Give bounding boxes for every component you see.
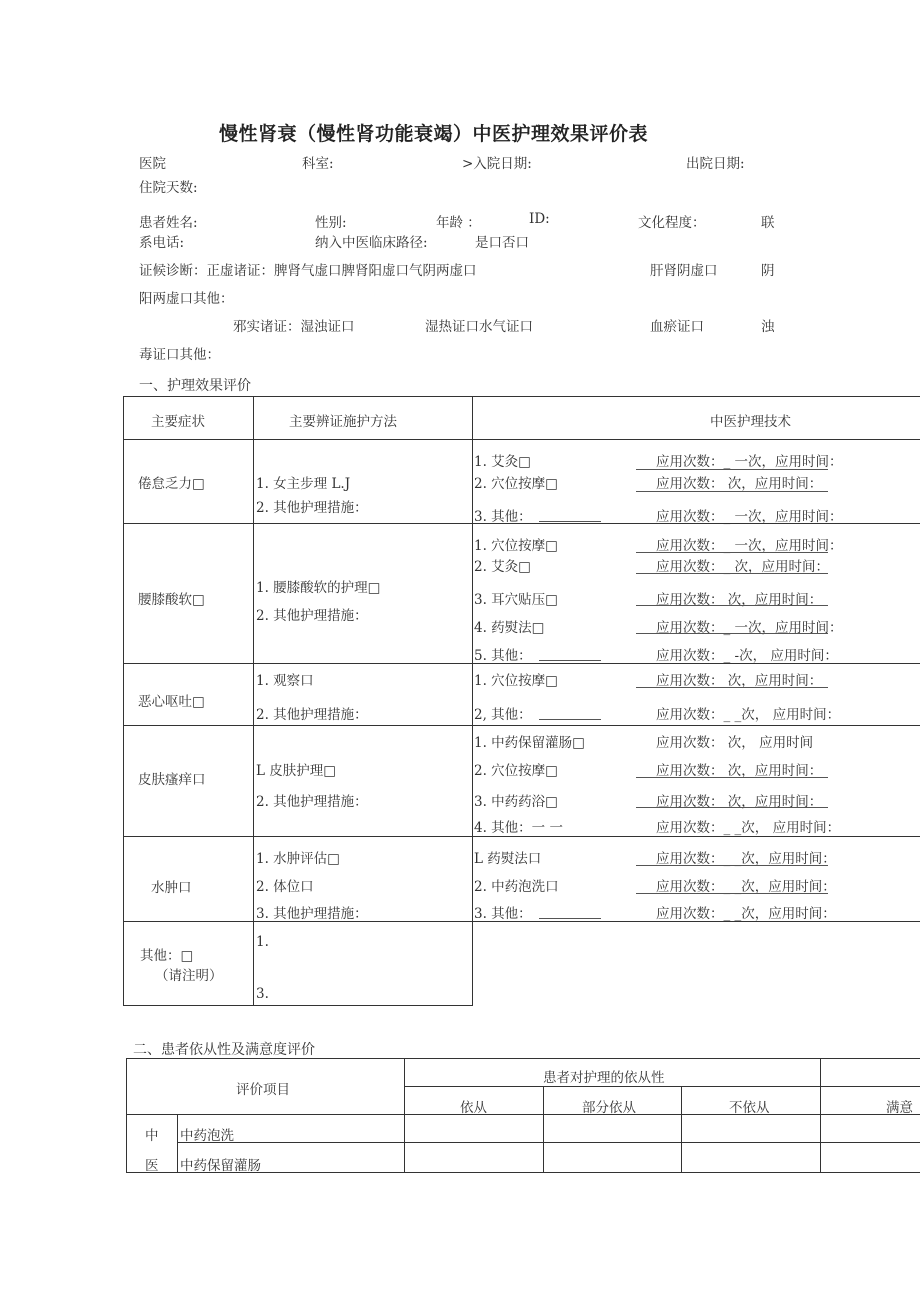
section1-heading: 一、护理效果评价 [139, 378, 251, 394]
col-header-symptom: 主要症状 [151, 414, 205, 430]
item-row-2: 中药保留灌肠 [180, 1158, 261, 1174]
tech-fatigue-2: 2. 穴位按摩□ [474, 476, 558, 492]
app-edema-1: 应用次数：_ _次，应用时间： [656, 851, 836, 867]
app-edema-3: 应用次数：_ _次，应用时间： [656, 906, 836, 922]
tech-nausea-1: 1. 穴位按摩□ [474, 673, 558, 689]
col-header-method: 主要辨证施护方法 [289, 414, 397, 430]
patient-name-label: 患者姓名: [139, 215, 198, 231]
tech-back-1: 1. 穴位按摩□ [474, 538, 558, 554]
tech-back-2: 2. 艾灸□ [474, 559, 531, 575]
admission-date-label: >入院日期: [462, 156, 532, 172]
contact-label-b: 系电话: [139, 235, 185, 251]
tech-edema-3: 3. 其他： [474, 906, 532, 922]
app-nausea-2: 应用次数：_ _次， 应用时间： [656, 707, 841, 723]
group-label-a: 中 [145, 1128, 159, 1144]
tech-back-5: 5. 其他： [474, 648, 532, 664]
diagnosis-line2: 阳两虚口其他： [139, 291, 234, 307]
app-fatigue-1: 应用次数：_ 一次，应用时间： [656, 454, 843, 470]
method-edema-1: 1. 水肿评估□ [256, 851, 340, 867]
tech-back-3: 3. 耳穴贴压□ [474, 592, 558, 608]
group-label-b: 医 [145, 1158, 159, 1174]
app-nausea-1: 应用次数： 次，应用时间： [656, 673, 823, 689]
id-label: ID: [529, 211, 550, 227]
symptom-nausea: 恶心呕吐□ [138, 694, 205, 710]
contact-label-a: 联 [761, 215, 775, 231]
diagnosis-line1: 证候诊断：正虚诸证：脾肾气虚口脾肾阳虚口气阴两虚口 [139, 263, 477, 279]
evil-syndrome-blood: 血瘀证口 [650, 319, 704, 335]
method-other-3: 3. [256, 986, 269, 1002]
app-fatigue-3: 应用次数：_ 一次，应用时间： [656, 509, 843, 525]
evil-syndrome-heat: 湿热证口水气证口 [425, 319, 533, 335]
page-title: 慢性肾衰（慢性肾功能衰竭）中医护理效果评价表 [219, 123, 649, 145]
tech-skin-4: 4. 其他：一 一 [474, 820, 563, 836]
col-header-partial: 部分依从 [582, 1100, 636, 1116]
evil-syndrome-label: 邪实诸证：湿浊证口 [233, 319, 355, 335]
method-skin-1: L 皮肤护理□ [256, 763, 337, 779]
app-back-1: 应用次数：_ 一次，应用时间： [656, 538, 843, 554]
diagnosis-yin: 阴 [761, 263, 775, 279]
tech-edema-2: 2. 中药泡洗口 [474, 879, 559, 895]
method-edema-3: 3. 其他护理措施： [256, 906, 368, 922]
app-back-5: 应用次数：_ -次， 应用时间： [656, 648, 838, 664]
item-row-1: 中药泡洗 [180, 1128, 234, 1144]
symptom-skin: 皮肤瘙痒口 [138, 772, 206, 788]
pathway-label: 纳入中医临床路径: [315, 235, 428, 251]
app-skin-4: 应用次数：_ _次， 应用时间： [656, 820, 841, 836]
symptom-other: 其他：□ [140, 948, 194, 964]
app-skin-1: 应用次数： 次， 应用时间 [656, 735, 814, 751]
app-back-2: 应用次数：_ 次，应用时间： [656, 559, 830, 575]
symptom-fatigue: 倦怠乏力□ [138, 476, 205, 492]
method-nausea-1: 1. 观察口 [256, 673, 314, 689]
app-skin-2: 应用次数： 次，应用时间： [656, 763, 823, 779]
app-skin-3: 应用次数： 次，应用时间： [656, 794, 823, 810]
col-header-compliance: 患者对护理的依从性 [543, 1070, 665, 1086]
app-fatigue-2: 应用次数： 次，应用时间： [656, 476, 823, 492]
tech-fatigue-3: 3. 其他： [474, 509, 532, 525]
symptom-other-note: （请注明） [155, 968, 223, 984]
col-header-comply: 依从 [460, 1100, 487, 1116]
app-back-4: 应用次数：_ 一次，应用时间： [656, 620, 843, 636]
pathway-options: 是口否口 [475, 235, 529, 251]
tech-back-4: 4. 药熨法□ [474, 620, 545, 636]
tech-edema-1: L 药熨法口 [474, 851, 542, 867]
symptom-edema: 水肿口 [151, 880, 192, 896]
method-fatigue-1: 1. 女主步理 L.J [256, 476, 351, 492]
education-label: 文化程度： [638, 215, 706, 231]
col-header-item: 评价项目 [236, 1082, 290, 1098]
diagnosis-liver-kidney: 肝肾阴虚口 [650, 263, 718, 279]
tech-skin-3: 3. 中药药浴□ [474, 794, 558, 810]
evil-syndrome-turbid: 浊 [761, 319, 775, 335]
col-header-satisfaction: 满意 [886, 1100, 913, 1116]
method-other-1: 1. [256, 934, 269, 950]
tech-skin-2: 2. 穴位按摩□ [474, 763, 558, 779]
app-edema-2: 应用次数：_ _次，应用时间： [656, 879, 836, 895]
method-fatigue-2: 2. 其他护理措施： [256, 500, 368, 516]
method-back-2: 2. 其他护理措施： [256, 608, 368, 624]
hospital-label: 医院 [139, 156, 166, 172]
col-header-noncomply: 不依从 [729, 1100, 770, 1116]
stay-days-label: 住院天数: [139, 180, 198, 196]
app-back-3: 应用次数： 次，应用时间： [656, 592, 823, 608]
method-back-1: 1. 腰膝酸软的护理□ [256, 580, 381, 596]
symptom-back: 腰膝酸软□ [138, 592, 205, 608]
tech-fatigue-1: 1. 艾灸□ [474, 454, 531, 470]
department-label: 科室: [302, 156, 334, 172]
discharge-date-label: 出院日期: [686, 156, 745, 172]
section2-heading: 二、患者依从性及满意度评价 [133, 1042, 315, 1058]
tech-skin-1: 1. 中药保留灌肠□ [474, 735, 585, 751]
age-label: 年龄 ： [436, 215, 481, 231]
col-header-technique: 中医护理技术 [710, 414, 791, 430]
method-nausea-2: 2. 其他护理措施： [256, 707, 368, 723]
method-edema-2: 2. 体位口 [256, 879, 314, 895]
tech-nausea-2: 2, 其他： [474, 707, 532, 723]
evil-syndrome-line2: 毒证口其他： [139, 347, 220, 363]
method-skin-2: 2. 其他护理措施： [256, 794, 368, 810]
gender-label: 性别: [315, 215, 347, 231]
